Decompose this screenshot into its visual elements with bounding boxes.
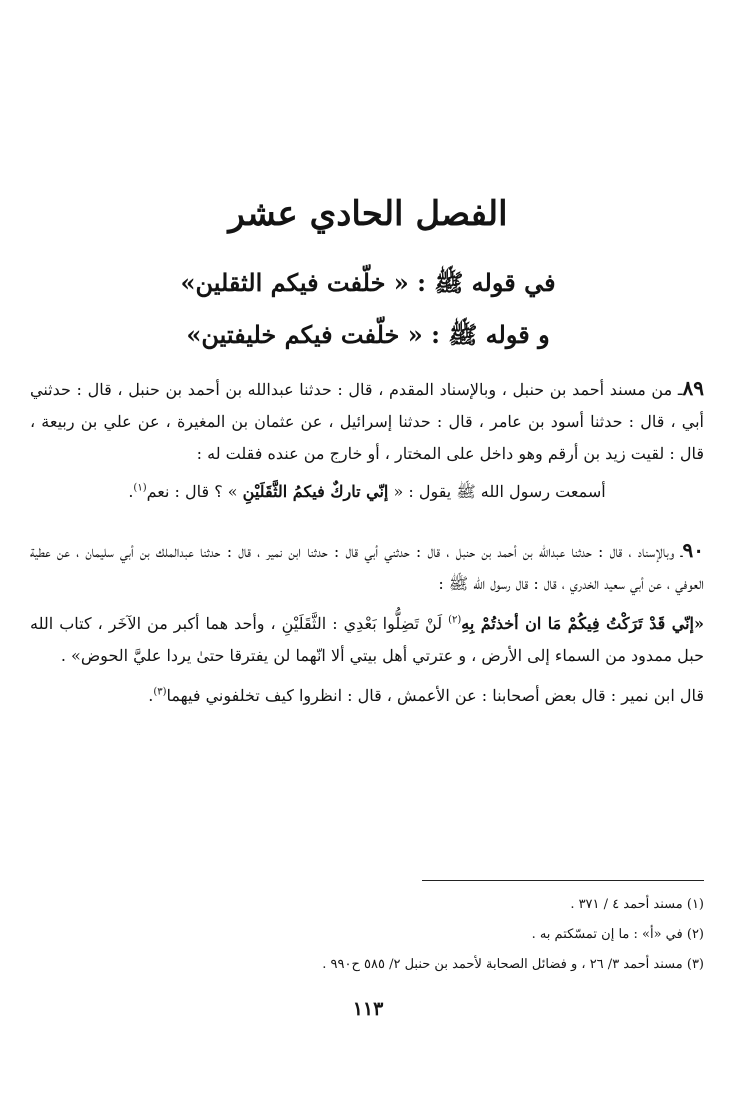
hadith-number: ٩٠ [682, 538, 704, 562]
hadith-number: ٨٩ [682, 376, 704, 400]
quote-continuation: لَنْ تَضِلُّوا بَعْدِي : الثَّقَلَيْنِ ، وأحد هما أكبر من الآخَر ، كتاب الله حبل ممدود من السماء إلى الأرض ، و عترتي أهل بيتي ألا انّهما لن يفترقا حتىٰ يردا عليَّ الحوض» . [30, 614, 704, 665]
quote-end: . [128, 482, 134, 501]
footnote-marker: (٢) [448, 614, 462, 626]
quote-answer: » ؟ قال : نعم [146, 482, 238, 501]
note-text: قال ابن نمير : قال بعض أصحابنا : عن الأعمش ، قال : انظروا كيف تخلفوني فيهما [166, 686, 704, 705]
note-end: . [148, 686, 154, 705]
footnote-marker: (٣) [153, 686, 167, 698]
hadith-90-paragraph [30, 534, 704, 600]
hadith-89-paragraph [30, 372, 704, 470]
hadith-90-text: ـ وبالإسناد ، قال : حدثنا عبدالله بن أحمد بن حنبل ، قال : حدثني أبي قال : حدثنا ابن نمير ، قال : حدثنا عبدالملك بن أبي سليمان ، عن عطية العوفي ، عن أبي سعيد الخدري ، قال : قال رسول الله ﷺ : [30, 542, 704, 593]
main-text [30, 372, 704, 712]
quote-opening: «إنّي قَدْ تَرَكْتُ فِيكُمْ مَا ان أخذتُمْ بِهِ [461, 614, 704, 633]
hadith-89-quote [30, 476, 704, 508]
hadith-89-text: ـ من مسند أحمد بن حنبل ، وبالإسناد المقدم ، قال : حدثنا عبدالله بن أحمد بن حنبل ، قال : حدثني أبي ، قال : حدثنا أسود بن عامر ، قال : حدثنا إسرائيل ، عن عثمان بن المغيرة ، عن علي بن ربيعة ، قال : لقيت زيد بن أرقم وهو داخل على المختار ، أو خارج من عنده فقلت له : [30, 380, 704, 463]
footnote-3: (٣) مسند أحمد ٣/ ٢٦ ، و فضائل الصحابة لأحمد بن حنبل ٢/ ٥٨٥ ح٩٩٠ . [322, 957, 704, 972]
footnotes [30, 890, 704, 980]
footnote-1: (١) مسند أحمد ٤ / ٣٧١ . [570, 897, 704, 912]
quote-text: إنّي تاركٌ فيكمُ الثَّقَلَيْنِ [242, 482, 389, 501]
chapter-subtitle-1: في قوله ﷺ : « خلّفت فيكم الثقلين» [180, 268, 556, 297]
hadith-90-note [30, 680, 704, 712]
page-number: ١١٣ [352, 998, 384, 1020]
chapter-subtitle-2: و قوله ﷺ : « خلّفت فيكم خليفتين» [186, 320, 550, 349]
hadith-90-quote [30, 608, 704, 672]
chapter-title: الفصل الحادي عشر [228, 194, 508, 234]
footnote-marker: (١) [133, 482, 147, 494]
quote-intro: أسمعت رسول الله ﷺ يقول : « [393, 482, 606, 501]
footnote-divider [422, 880, 704, 881]
footnote-2: (٢) في «أ» : ما إن تمسّكتم به . [531, 927, 704, 942]
